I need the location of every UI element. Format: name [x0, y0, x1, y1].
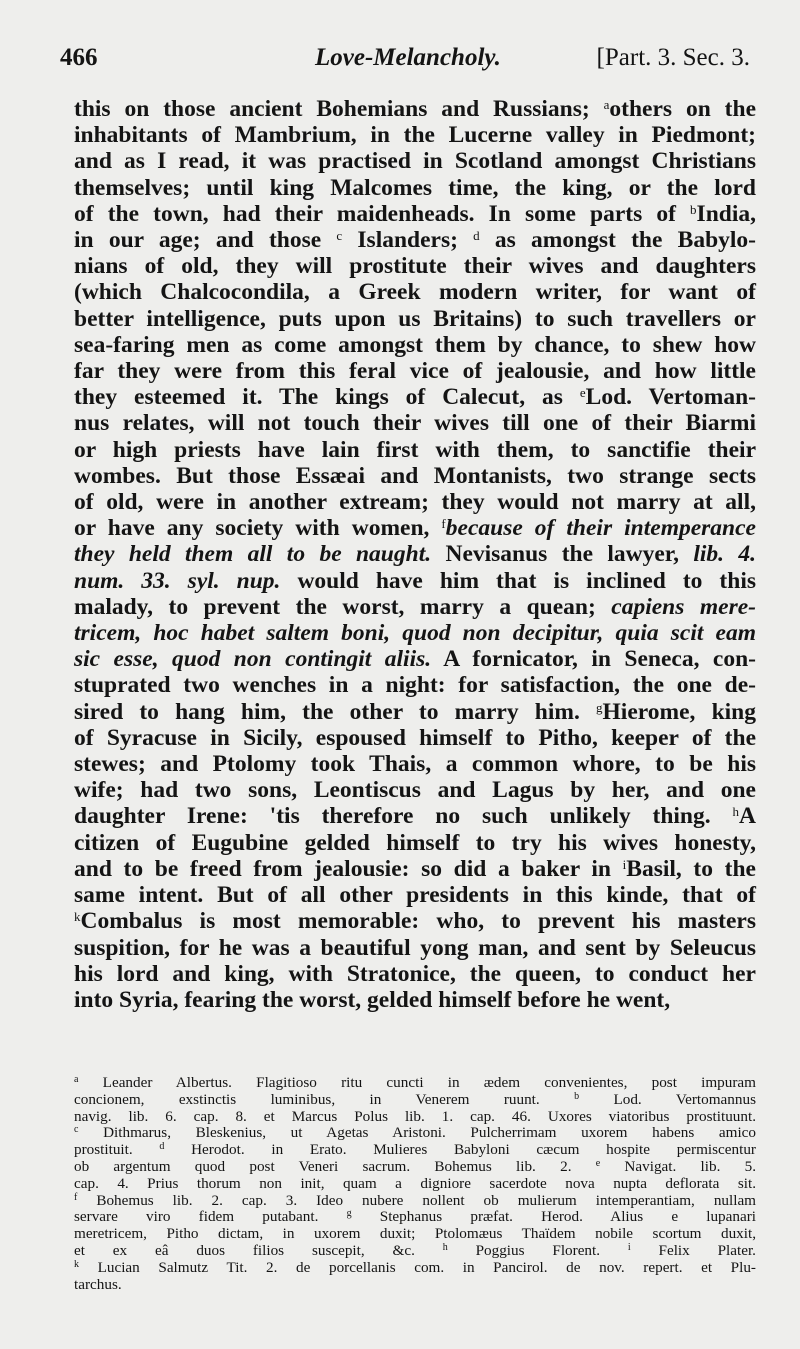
text-segment: Basil, to the: [626, 855, 756, 882]
text-line: [74, 227, 756, 253]
text-segment: they esteemed it. The kings of Calecut, as: [74, 384, 580, 411]
text-segment: tarchus.: [74, 1275, 122, 1293]
text-segment: Lucian Salmutz Tit. 2. de porcellanis com. in Pancirol. de nov. repert. et Plu-: [79, 1258, 756, 1276]
text-segment: Nevisanus the lawyer,: [431, 541, 694, 568]
text-segment: as amongst the Babylo-: [479, 227, 756, 254]
text-segment: this on those ancient Bohemians and Russians;: [74, 96, 604, 122]
text-segment: servare viro fidem putabant.: [74, 1208, 347, 1226]
text-segment: or high priests have lain first with them, to sanctifie their: [74, 436, 756, 463]
text-segment: Hierome, king: [602, 698, 757, 725]
text-segment: sea-faring men as come amongst them by chance, to shew how: [74, 331, 756, 358]
text-segment: Bohemus lib. 2. cap. 3. Ideo nubere nollent ob mulierum intemperantiam, nullam: [77, 1191, 756, 1209]
text-segment: Herodot. in Erato. Mulieres Babyloni cæcum hospite permiscentur: [164, 1141, 756, 1159]
text-segment: of the town, had their maidenheads. In some parts of: [74, 200, 691, 227]
text-line: [74, 489, 756, 515]
text-segment: stewes; and Ptolomy took Thais, a common whore, to be his: [74, 751, 756, 778]
footnote-marker: h: [442, 1241, 448, 1253]
text-segment: sired to hang him, the other to marry him.: [74, 698, 597, 725]
text-segment: daughter Irene: 'tis therefore no such unlikely thing.: [74, 803, 733, 830]
footnote-line: [74, 1243, 756, 1260]
running-title: Love-Melancholy.: [315, 44, 501, 71]
text-segment: et ex eâ duos filios suscepit, &c.: [74, 1241, 443, 1259]
footnote-line: [74, 1075, 756, 1092]
text-segment: far they were from this feral vice of jealousie, and how little: [74, 358, 756, 385]
footnotes: [74, 1075, 756, 1293]
footnote-marker: i: [622, 856, 627, 872]
text-segment: suspition, for he was a beautiful yong man, and sent by Seleucus: [74, 934, 756, 961]
text-line: [74, 437, 756, 463]
text-line: [74, 306, 756, 332]
footnote-line: [74, 1092, 756, 1109]
text-segment: India,: [696, 200, 756, 227]
text-segment: of old, were in another extream; they would not marry at all,: [74, 489, 756, 516]
text-line: [74, 935, 756, 961]
text-segment: Lod. Vertomannus: [579, 1090, 756, 1108]
footnote-marker: a: [603, 96, 610, 112]
text-segment: ob argentum quod post Veneri sacrum. Bohemus lib. 2.: [74, 1157, 596, 1175]
footnote-line: [74, 1209, 756, 1226]
footnote-line: [74, 1226, 756, 1243]
footnote-line: [74, 1193, 756, 1210]
text-segment: (which Chalcocondila, a Greek modern writer, for want of: [74, 279, 756, 306]
italic-text: because of their intemperance: [445, 515, 756, 542]
footnote-marker: g: [596, 699, 603, 715]
footnote-line: [74, 1159, 756, 1176]
text-segment: would have him that is inclined to this: [280, 567, 756, 594]
footnote-line: [74, 1142, 756, 1159]
text-segment: nians of old, they will prostitute their wives and daughters: [74, 253, 756, 280]
text-segment: his lord and king, with Stratonice, the queen, to conduct her: [74, 960, 756, 987]
page-number: 466: [60, 44, 98, 71]
footnote-marker: k: [74, 1258, 79, 1270]
text-line: [74, 856, 756, 882]
italic-text: tricem, hoc habet saltem boni, quod non decipitur, quia scit eam: [74, 620, 756, 647]
text-segment: nus relates, will not touch their wives till one of their Biarmi: [74, 410, 756, 437]
text-segment: malady, to prevent the worst, marry a quean;: [74, 593, 612, 620]
text-segment: concionem, exstinctis luminibus, in Venerem ruunt.: [74, 1090, 575, 1108]
footnote-line: [74, 1176, 756, 1193]
footnote-line: [74, 1125, 756, 1142]
text-line: [74, 908, 756, 934]
footnote-marker: g: [346, 1208, 352, 1220]
text-line: [74, 777, 756, 803]
text-line: [74, 279, 756, 305]
footnote-marker: b: [574, 1090, 580, 1102]
text-segment: Poggius Florent.: [447, 1241, 628, 1259]
footnote-marker: e: [595, 1157, 601, 1169]
text-segment: wombes. But those Essæai and Montanists, two strange sects: [74, 462, 756, 489]
text-segment: Navigat. lib. 5.: [600, 1157, 757, 1175]
text-segment: cap. 4. Prius thorum non init, quam a digniore sacerdote nova nupta deflorata sit.: [74, 1174, 756, 1192]
text-segment: citizen of Eugubine gelded himself to try his wives honesty,: [74, 829, 756, 856]
footnote-marker: c: [74, 1124, 79, 1136]
text-line: [74, 384, 756, 410]
part-section-label: [Part. 3. Sec. 3.: [596, 44, 750, 71]
text-segment: A: [739, 803, 756, 830]
text-line: [74, 594, 756, 620]
text-segment: others on the: [609, 96, 757, 122]
italic-text: they held them all to be naught.: [74, 541, 432, 568]
text-line: [74, 96, 756, 122]
text-line: [74, 253, 756, 279]
text-segment: Felix Plater.: [630, 1241, 756, 1259]
footnote-marker: k: [74, 909, 81, 925]
text-line: [74, 751, 756, 777]
text-segment: A fornicator, in Seneca, con-: [431, 646, 756, 673]
footnote-marker: e: [579, 385, 586, 401]
text-segment: and to be freed from jealousie: so did a baker in: [74, 855, 623, 882]
text-line: [74, 568, 756, 594]
text-line: [74, 699, 756, 725]
text-line: [74, 541, 756, 567]
footnote-line: [74, 1109, 756, 1126]
text-line: [74, 148, 756, 174]
text-line: [74, 122, 756, 148]
text-segment: themselves; until king Malcomes time, the king, or the lord: [74, 174, 756, 201]
text-segment: into Syria, fearing the worst, gelded himself before he went,: [74, 986, 671, 1013]
text-segment: inhabitants of Mambrium, in the Lucerne valley in Piedmont;: [74, 122, 756, 149]
text-line: [74, 646, 756, 672]
text-line: [74, 410, 756, 436]
text-segment: Dithmarus, Bleskenius, ut Agetas Aristoni. Pulcherrimam uxorem habens amico: [78, 1124, 756, 1142]
text-line: [74, 961, 756, 987]
text-segment: prostituit.: [74, 1141, 160, 1159]
italic-text: capiens mere-: [611, 593, 757, 620]
text-segment: or have any society with women,: [74, 515, 442, 542]
text-segment: and as I read, it was practised in Scotland amongst Christians: [74, 148, 756, 175]
footnote-line: [74, 1277, 756, 1294]
footnote-marker: f: [441, 516, 446, 532]
text-segment: Combalus is most memorable: who, to prevent his masters: [80, 908, 756, 935]
text-segment: same intent. But of all other presidents in this kinde, that of: [74, 882, 756, 909]
text-line: [74, 987, 756, 1013]
italic-text: lib. 4.: [693, 541, 756, 568]
main-text: [74, 96, 756, 1013]
footnote-marker: b: [690, 201, 697, 217]
text-line: [74, 201, 756, 227]
text-segment: stuprated two wenches in a night: for satisfaction, the one de-: [74, 672, 756, 699]
text-segment: wife; had two sons, Leontiscus and Lagus by her, and one: [74, 777, 756, 804]
text-segment: meretricem, Pitho dictam, in uxorem duxit; Ptolomæus Thaïdem nobile scortum duxit,: [74, 1225, 756, 1243]
text-line: [74, 803, 756, 829]
text-line: [74, 620, 756, 646]
footnote-marker: d: [159, 1141, 165, 1153]
footnote-marker: c: [336, 227, 343, 243]
text-line: [74, 515, 756, 541]
text-segment: better intelligence, puts upon us Britains) to such travellers or: [74, 305, 756, 332]
text-line: [74, 882, 756, 908]
text-line: [74, 725, 756, 751]
footnote-line: [74, 1260, 756, 1277]
footnote-marker: f: [74, 1191, 78, 1203]
footnote-marker: i: [627, 1241, 631, 1253]
italic-text: sic esse, quod non contingit aliis.: [74, 646, 432, 673]
footnote-marker: d: [473, 227, 480, 243]
text-segment: Lod. Vertoman-: [585, 384, 756, 411]
text-line: [74, 830, 756, 856]
text-line: [74, 358, 756, 384]
footnote-marker: a: [74, 1074, 79, 1085]
text-line: [74, 332, 756, 358]
text-line: [74, 672, 756, 698]
text-line: [74, 175, 756, 201]
footnote-marker: h: [732, 804, 740, 820]
page-header: [60, 44, 760, 84]
text-segment: Islanders;: [342, 227, 474, 254]
text-segment: navig. lib. 6. cap. 8. et Marcus Polus lib. 1. cap. 46. Uxores viatoribus prostituunt.: [74, 1107, 756, 1125]
text-segment: of Syracuse in Sicily, espoused himself to Pitho, keeper of the: [74, 724, 756, 751]
text-segment: in our age; and those: [74, 227, 337, 254]
text-segment: Leander Albertus. Flagitioso ritu cuncti in ædem convenientes, post impuram: [78, 1074, 756, 1091]
text-segment: Stephanus præfat. Herod. Alius e lupanari: [351, 1208, 757, 1226]
italic-text: num. 33. syl. nup.: [74, 567, 281, 594]
text-line: [74, 463, 756, 489]
